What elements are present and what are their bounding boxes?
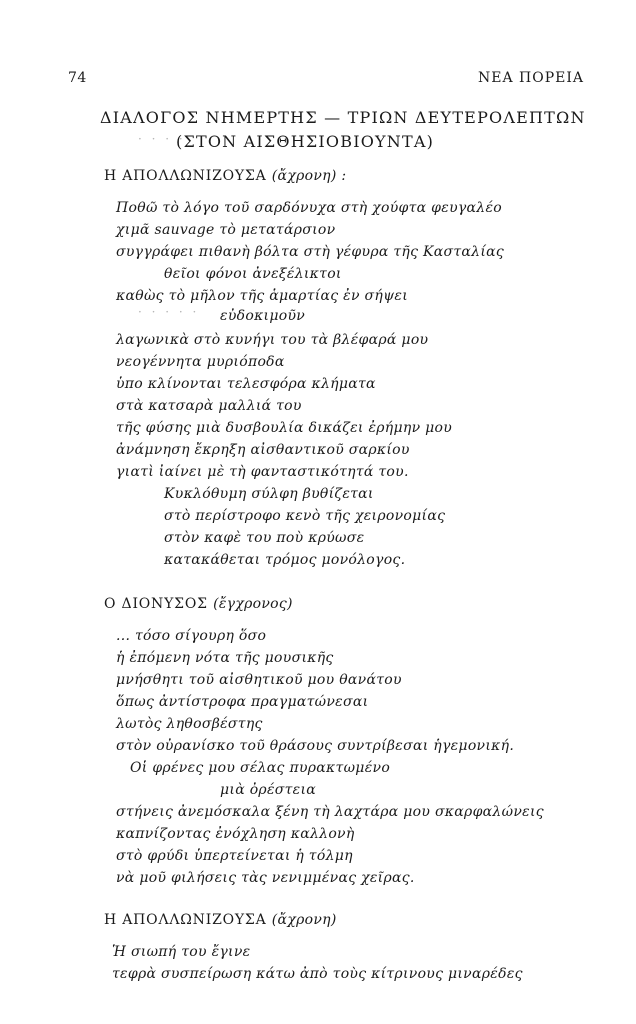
verse-line: νεογέννητα μυριόποδα: [116, 354, 285, 370]
verse-line: στὸ φρύδι ὑπερτείνεται ἡ τόλμη: [116, 848, 353, 864]
speaker-name: Η ΑΠΟΛΛΩΝΙΖΟΥΣΑ: [104, 912, 267, 928]
verse-line: ἡ ἐπόμενη νότα τῆς μουσικῆς: [116, 650, 334, 666]
speaker-note: (ἄχρονη): [271, 912, 337, 928]
verse-line: ὑπο κλίνονται τελεσφόρα κλήματα: [116, 376, 376, 392]
verse-line: θεῖοι φόνοι ἀνεξέλικτοι: [164, 266, 342, 282]
speaker-note: (ἔγχρονος): [213, 596, 293, 612]
verse-line: Ἡ σιωπή του ἔγινε: [112, 944, 251, 960]
speaker-name: Η ΑΠΟΛΛΩΝΙΖΟΥΣΑ: [104, 168, 267, 184]
verse-line: νὰ μοῦ φιλήσεις τὰς νενιμμένας χεῖρας.: [116, 870, 415, 886]
verse-line: γιατὶ ἰαίνει μὲ τὴ φανταστικότητά του.: [116, 464, 409, 480]
verse-line: συγγράφει πιθανὴ βόλτα στὴ γέφυρα τῆς Κασταλίας: [116, 244, 505, 260]
verse-line: μνήσθητι τοῦ αἰσθητικοῦ μου θανάτου: [116, 672, 402, 688]
verse-line: στὰ κατσαρὰ μαλλιά του: [116, 398, 302, 414]
verse-line: στὸ περίστροφο κενὸ τῆς χειρονομίας: [164, 508, 446, 524]
speaker-heading: [104, 596, 293, 612]
faint-ink-marks: · · · ·: [138, 132, 186, 146]
verse-line: τῆς φύσης μιὰ δυσβουλία δικάζει ἐρήμην μου: [116, 420, 453, 436]
verse-line: καθὼς τὸ μῆλον τῆς ἁμαρτίας ἐν σήψει: [116, 288, 408, 304]
verse-line: στὸν οὐρανίσκο τοῦ θράσους συντρίβεσαι ἡγεμονική.: [116, 738, 515, 754]
verse-line: Κυκλόθυμη σύλφη βυθίζεται: [164, 486, 374, 502]
poem-title: ΔΙΑΛΟΓΟΣ ΝΗΜΕΡΤΗΣ — ΤΡΙΩΝ ΔΕΥΤΕΡΟΛΕΠΤΩΝ: [100, 108, 586, 127]
verse-line: ... τόσο σίγουρη ὅσο: [116, 628, 267, 644]
verse-line: τεφρὰ συσπείρωση κάτω ἀπὸ τοὺς κίτρινους μιναρέδες: [112, 966, 523, 982]
verse-line: λαγωνικὰ στὸ κυνήγι του τὰ βλέφαρά μου: [116, 332, 429, 348]
speaker-heading: [104, 912, 337, 928]
verse-line: εὐδοκιμοῦν: [220, 308, 306, 324]
verse-line: ἀνάμνηση ἔκρηξη αἰσθαντικοῦ σαρκίου: [116, 442, 410, 458]
faint-ink-marks: · · · · ·: [138, 305, 200, 319]
verse-line: ὅπως ἀντίστροφα πραγματώνεσαι: [116, 694, 369, 710]
verse-line: Ποθῶ τὸ λόγο τοῦ σαρδόνυχα στὴ χούφτα φευγαλέο: [116, 200, 503, 216]
verse-line: χιμᾶ sauvage τὸ μετατάρσιον: [116, 222, 336, 238]
verse-line: στήνεις ἀνεμόσκαλα ξένη τὴ λαχτάρα μου σκαρφαλώνεις: [116, 804, 544, 820]
speaker-note: (ἄχρονη) :: [271, 168, 347, 184]
speaker-heading: [104, 168, 346, 184]
verse-line: μιὰ ὀρέστεια: [220, 782, 317, 798]
speaker-name: Ο ΔΙΟΝΥΣΟΣ: [104, 596, 208, 612]
running-head: ΝΕΑ ΠΟΡΕΙΑ: [478, 70, 584, 86]
verse-line: καπνίζοντας ἐνόχληση καλλονὴ: [116, 826, 355, 842]
page-number: 74: [68, 70, 87, 86]
poem-subtitle: (ΣΤΟΝ ΑΙΣΘΗΣΙΟΒΙΟΥΝΤΑ): [176, 132, 435, 151]
verse-line: λωτὸς ληθοσβέστης: [116, 716, 263, 732]
verse-line: στὸν καφὲ του ποὺ κρύωσε: [164, 530, 365, 546]
verse-line: Οἱ φρένες μου σέλας πυρακτωμένο: [130, 760, 391, 776]
verse-line: κατακάθεται τρόμος μονόλογος.: [164, 552, 406, 568]
